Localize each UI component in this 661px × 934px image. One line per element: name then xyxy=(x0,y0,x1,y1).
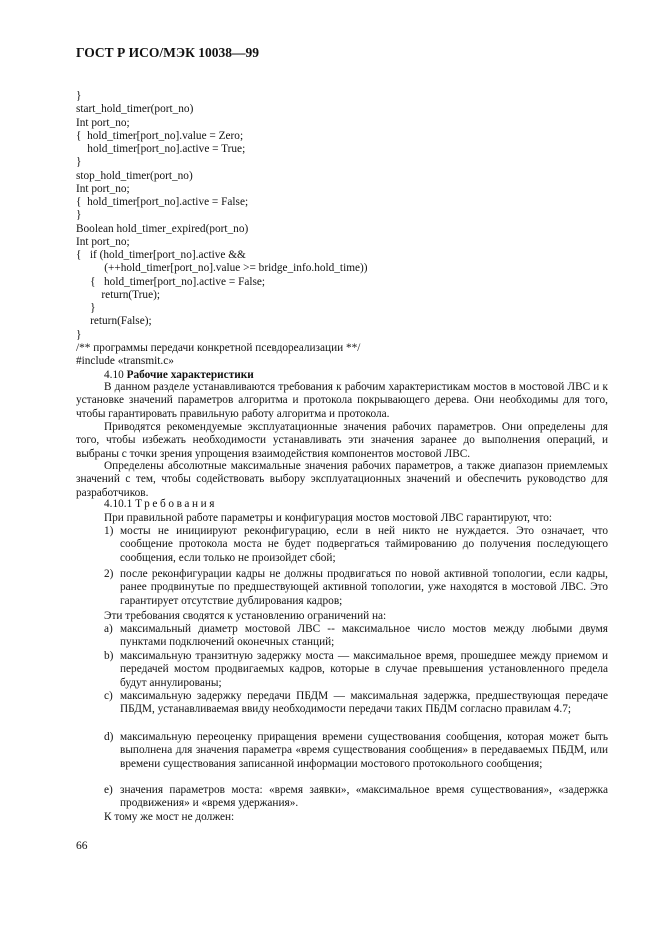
list-item-text: максимальную транзитную задержку моста — максимальное время, прошедшее между приемом и передачей мостом продвигаемых кадров, которые в случае превышения установленного предела будут аннулированы; xyxy=(120,650,608,689)
code-line: #include «transmit.c» xyxy=(76,355,174,367)
section-number: 4.10 xyxy=(104,369,124,381)
section-title: Рабочие характеристики xyxy=(126,369,254,381)
list-item-text: значения параметров моста: «время заявки», «максимальное время существования», «задержка продвижения» и «время удержания». xyxy=(120,784,608,810)
code-line: /** программы передачи конкретной псевдореализации **/ xyxy=(76,341,361,354)
subsection-heading xyxy=(104,498,217,510)
code-line: { hold_timer[port_no].value = Zero; xyxy=(76,129,244,142)
list-marker: a) xyxy=(104,623,113,635)
list-item xyxy=(104,525,608,565)
list-marker: b) xyxy=(104,650,114,662)
subsection-number: 4.10.1 xyxy=(104,498,133,510)
list-marker: c) xyxy=(104,690,113,702)
page-number: 66 xyxy=(76,840,88,852)
paragraph: Определены абсолютные максимальные значения рабочих параметров, а также диапазон приемлемых значений с тем, чтобы содействовать выбору эксплуатационных значений и обеспечить руководство для разработчиков. xyxy=(76,460,608,499)
code-line: { if (hold_timer[port_no].active && xyxy=(76,249,246,261)
code-line: } xyxy=(76,90,82,102)
intro-line: При правильной работе параметры и конфигурация мостов мостовой ЛВС гарантируют, что: xyxy=(104,512,553,524)
constraints-intro: Эти требования сводятся к установлению ограничений на: xyxy=(104,610,387,622)
code-line: Int port_no; xyxy=(76,182,130,195)
code-line: start_hold_timer(port_no) xyxy=(76,103,194,116)
code-line: { hold_timer[port_no].active = False; xyxy=(76,275,266,288)
list-item-text: мосты не инициируют реконфигурацию, если в ней никто не нуждается. Это означает, что сообщение протокола моста не будет подвергаться таймированию до получения последующего сообщения, если только не произойдет сбой; xyxy=(120,525,608,564)
code-line: return(True); xyxy=(76,288,160,301)
code-line: (++hold_timer[port_no].value >= bridge_info.hold_time)) xyxy=(76,262,368,275)
code-line: Boolean hold_timer_expired(port_no) xyxy=(76,222,249,235)
code-listing xyxy=(76,90,368,368)
code-line: } xyxy=(76,302,96,314)
code-line: } xyxy=(76,156,82,169)
code-line: Int port_no; xyxy=(76,235,130,248)
closing-line: К тому же мост не должен: xyxy=(104,811,235,823)
code-line: { hold_timer[port_no].active = False; xyxy=(76,196,249,208)
list-marker: 2) xyxy=(104,568,114,580)
code-line: stop_hold_timer(port_no) xyxy=(76,169,193,182)
code-line: } xyxy=(76,328,82,341)
list-marker: d) xyxy=(104,731,114,743)
list-marker: 1) xyxy=(104,525,114,537)
code-line: return(False); xyxy=(76,315,152,328)
list-item xyxy=(104,690,608,717)
section-heading xyxy=(104,369,254,381)
code-line: } xyxy=(76,209,82,222)
list-item-text: после реконфигурации кадры не должны продвигаться по новой активной топологии, если кадры, ранее продвинутые по предшествующей активной топологии, уже находятся в мостовой ЛВС. Это гарантирует отсутствие дублирования кадров; xyxy=(120,568,608,607)
list-item-text: максимальную задержку передачи ПБДМ — максимальная задержка, предшествующая передаче ПБДМ, устанавливаемая ввиду необходимости передачи таких ПБДМ согласно правилам 4.7; xyxy=(120,690,608,716)
list-item xyxy=(104,650,608,690)
list-item xyxy=(104,568,608,608)
paragraph: В данном разделе устанавливаются требования к рабочим характеристикам мостов в мостовой ЛВС и к установке значений параметров алгоритма и протокола покрывающего дерева. Они необходимы для того, чтобы гарантировать правильную работу алгоритма и протокола. xyxy=(76,381,608,420)
paragraph: Приводятся рекомендуемые эксплуатационные значения рабочих параметров. Они определены для того, чтобы избежать необходимости устанавливать эти значения заранее до выполнения операций, и выбраны с точки зрения упрощения взаимодействия компонентов мостовой ЛВС. xyxy=(76,421,608,460)
list-item-text: максимальный диаметр мостовой ЛВС -- максимальное число мостов между любыми двумя пунктами подключений оконечных станций; xyxy=(120,623,608,649)
subsection-title: Требования xyxy=(135,498,218,510)
list-item-text: максимальную переоценку приращения времени существования сообщения, которая может быть выполнена для значения параметра «время существования сообщения» в передаваемых ПБДМ, или времени существования записанной информации мостового протокольного сообщения; xyxy=(120,731,608,770)
code-line: Int port_no; xyxy=(76,116,130,129)
list-item xyxy=(104,623,608,650)
page-header-title: ГОСТ Р ИСО/МЭК 10038—99 xyxy=(76,45,259,60)
list-marker: e) xyxy=(104,784,113,796)
list-item xyxy=(104,731,608,771)
code-line: hold_timer[port_no].active = True; xyxy=(76,143,246,155)
list-item xyxy=(104,784,608,811)
